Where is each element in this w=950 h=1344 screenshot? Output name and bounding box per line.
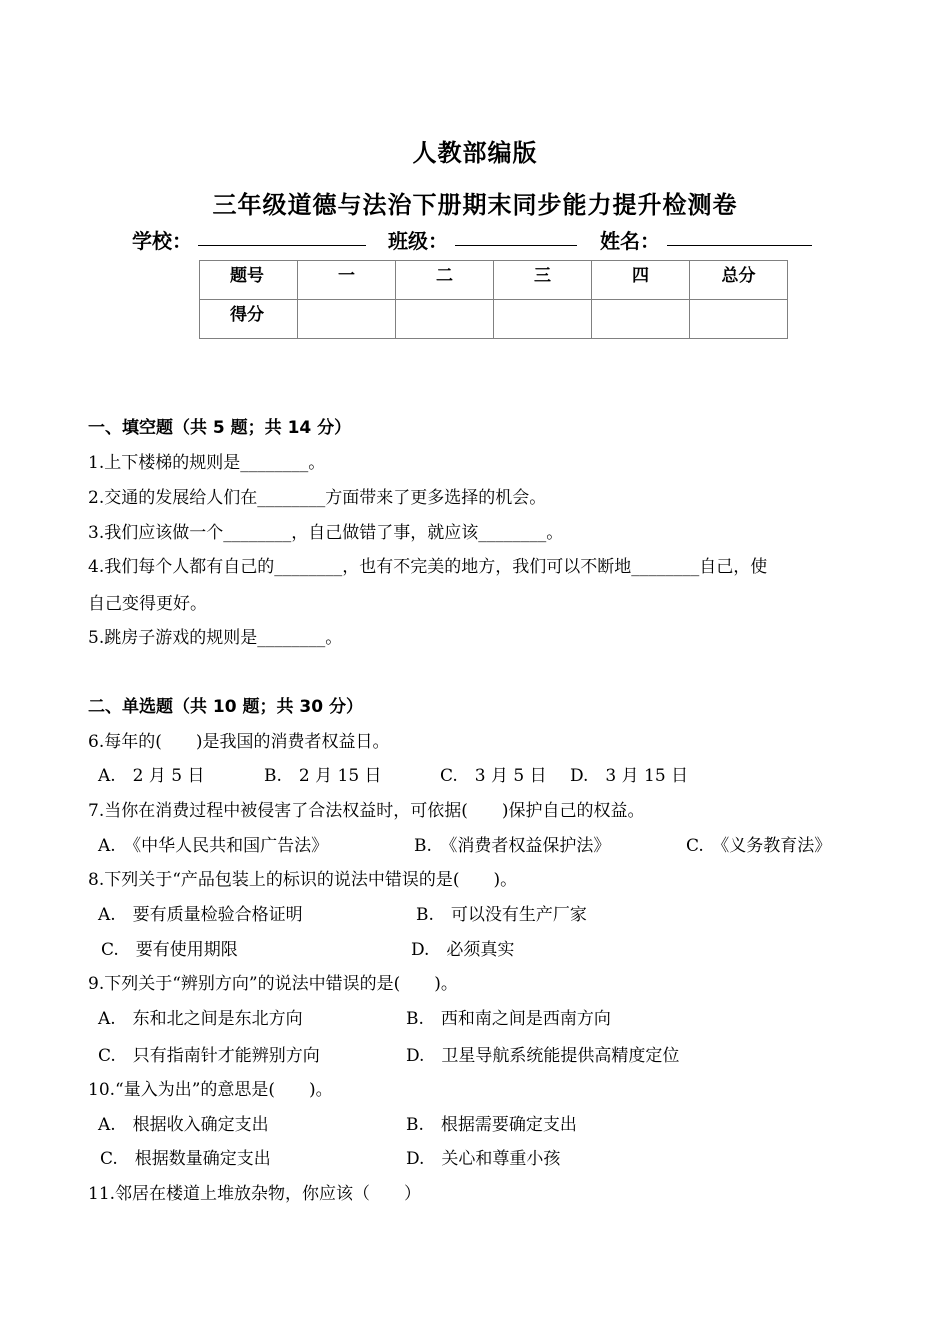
q10-option-c[interactable]: C. 根据数量确定支出 xyxy=(100,1149,271,1169)
cell-header: 二 xyxy=(396,261,494,300)
question-4-cont: 自己变得更好。 xyxy=(88,594,207,614)
section1-heading: 一、填空题（共 5 题；共 14 分） xyxy=(88,418,352,438)
section2-heading: 二、单选题（共 10 题；共 30 分） xyxy=(88,697,363,717)
name-field[interactable] xyxy=(667,245,812,246)
school-field[interactable] xyxy=(198,245,366,246)
question-1: 1.上下楼梯的规则是________。 xyxy=(88,453,326,473)
q10-option-b[interactable]: B. 根据需要确定支出 xyxy=(406,1115,577,1135)
class-label: 班级： xyxy=(388,229,448,253)
q8-option-b[interactable]: B. 可以没有生产厂家 xyxy=(416,905,587,925)
question-9: 9.下列关于“辨别方向”的说法中错误的是( )。 xyxy=(88,974,458,994)
class-field[interactable] xyxy=(455,245,577,246)
question-10: 10.“量入为出”的意思是( )。 xyxy=(88,1080,333,1100)
question-5: 5.跳房子游戏的规则是________。 xyxy=(88,628,343,648)
question-8: 8.下列关于“产品包装上的标识的说法中错误的是( )。 xyxy=(88,870,518,890)
name-label: 姓名： xyxy=(600,229,660,253)
q8-option-d[interactable]: D. 必须真实 xyxy=(411,940,515,960)
q6-option-b[interactable]: B. 2 月 15 日 xyxy=(264,766,382,786)
cell-score[interactable] xyxy=(592,300,690,339)
q10-option-a[interactable]: A. 根据收入确定支出 xyxy=(98,1115,269,1135)
question-2: 2.交通的发展给人们在________方面带来了更多选择的机会。 xyxy=(88,488,547,508)
cell-score[interactable] xyxy=(298,300,396,339)
question-3: 3.我们应该做一个________，自己做错了事，就应该________。 xyxy=(88,523,564,543)
cell-score[interactable] xyxy=(494,300,592,339)
cell-score-label: 得分 xyxy=(200,300,298,339)
score-table-score-row xyxy=(200,300,788,339)
cell-header: 一 xyxy=(298,261,396,300)
q10-option-d[interactable]: D. 关心和尊重小孩 xyxy=(406,1149,561,1169)
q9-option-a[interactable]: A. 东和北之间是东北方向 xyxy=(98,1009,303,1029)
school-label: 学校： xyxy=(132,229,192,253)
q6-option-a[interactable]: A. 2 月 5 日 xyxy=(98,766,205,786)
question-6: 6.每年的( )是我国的消费者权益日。 xyxy=(88,732,390,752)
q9-option-d[interactable]: D. 卫星导航系统能提供高精度定位 xyxy=(406,1046,680,1066)
cell-header: 总分 xyxy=(690,261,788,300)
question-7: 7.当你在消费过程中被侵害了合法权益时，可依据( )保护自己的权益。 xyxy=(88,801,645,821)
publisher-title: 人教部编版 xyxy=(412,139,538,167)
cell-header: 三 xyxy=(494,261,592,300)
exam-title: 三年级道德与法治下册期末同步能力提升检测卷 xyxy=(212,191,738,219)
q7-option-a[interactable]: A. 《中华人民共和国广告法》 xyxy=(98,836,329,856)
q8-option-c[interactable]: C. 要有使用期限 xyxy=(101,940,238,960)
q8-option-a[interactable]: A. 要有质量检验合格证明 xyxy=(98,905,303,925)
q9-option-c[interactable]: C. 只有指南针才能辨别方向 xyxy=(98,1046,320,1066)
question-11: 11.邻居在楼道上堆放杂物，你应该（ ） xyxy=(88,1184,422,1204)
cell-score[interactable] xyxy=(690,300,788,339)
cell-header: 题号 xyxy=(200,261,298,300)
q7-option-b[interactable]: B. 《消费者权益保护法》 xyxy=(414,836,611,856)
question-4: 4.我们每个人都有自己的________，也有不完美的地方，我们可以不断地________自己，使 xyxy=(88,557,768,577)
q9-option-b[interactable]: B. 西和南之间是西南方向 xyxy=(406,1009,611,1029)
cell-header: 四 xyxy=(592,261,690,300)
q7-option-c[interactable]: C. 《义务教育法》 xyxy=(686,836,832,856)
cell-score[interactable] xyxy=(396,300,494,339)
score-table-header-row xyxy=(200,261,788,300)
q6-option-d[interactable]: D. 3 月 15 日 xyxy=(570,766,689,786)
score-table xyxy=(199,260,788,339)
q6-option-c[interactable]: C. 3 月 5 日 xyxy=(440,766,547,786)
